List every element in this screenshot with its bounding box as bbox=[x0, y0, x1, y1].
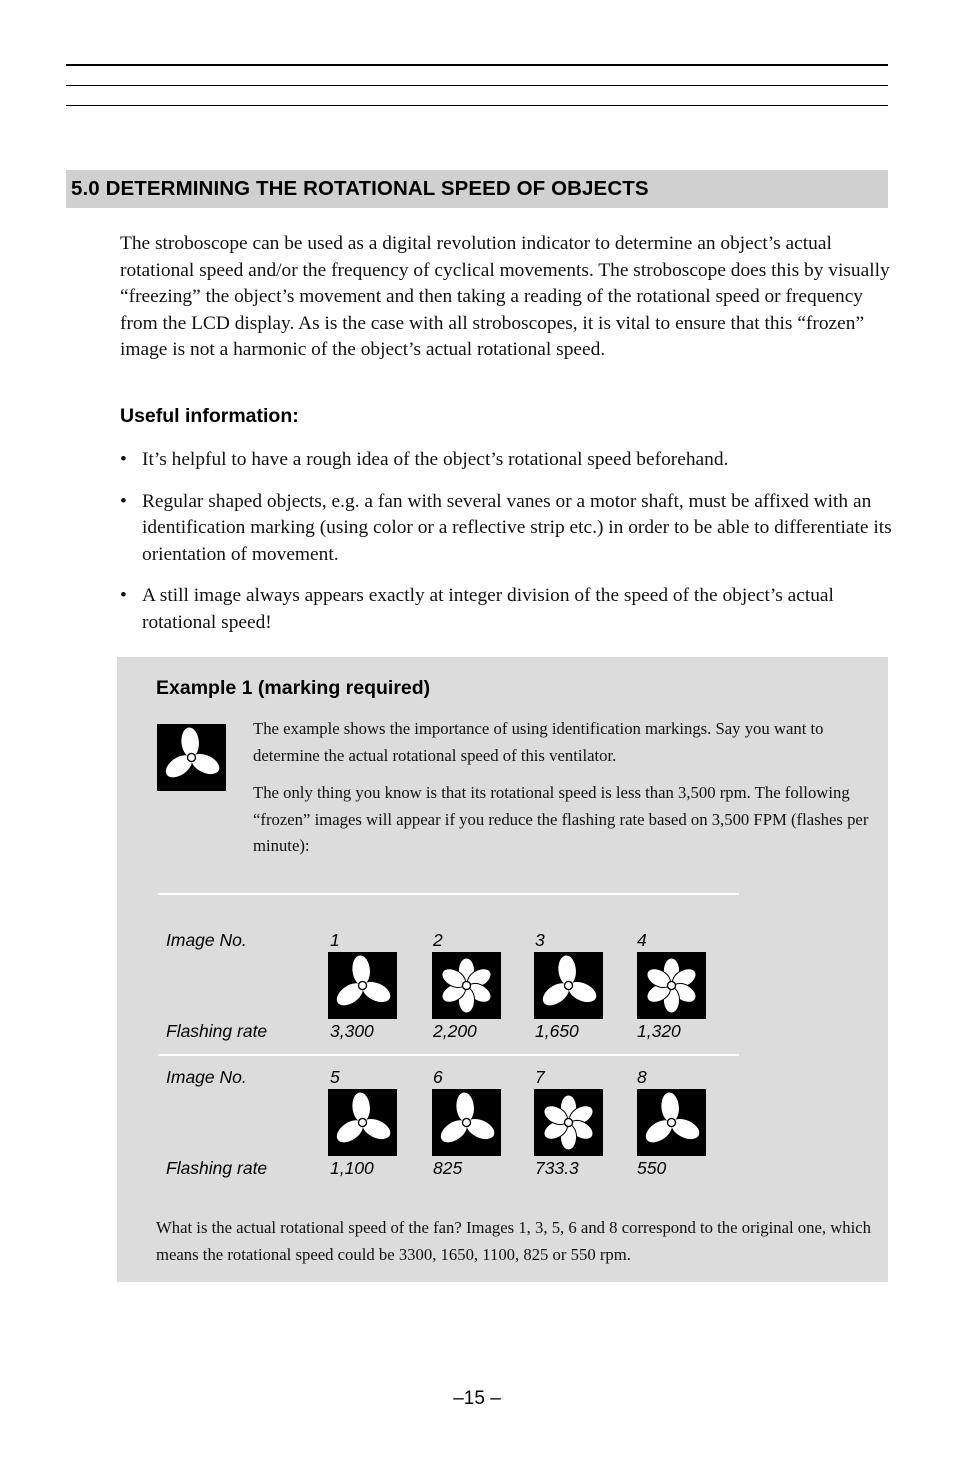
three-blade-fan-icon bbox=[637, 1089, 706, 1156]
three-blade-fan-icon bbox=[328, 1089, 397, 1156]
six-blade-fan-icon bbox=[432, 952, 501, 1019]
list-item bbox=[120, 489, 892, 569]
image-number: 7 bbox=[535, 1067, 545, 1087]
three-blade-fan-icon bbox=[328, 952, 397, 1019]
page-number: –15 – bbox=[453, 1388, 501, 1409]
list-item-text: It’s helpful to have a rough idea of the object’s rotational speed beforehand. bbox=[142, 449, 729, 470]
six-blade-fan-icon bbox=[534, 1089, 603, 1156]
flashing-rate-label: Flashing rate bbox=[166, 1021, 268, 1041]
three-blade-fan-icon bbox=[157, 724, 226, 791]
list-item-text: Regular shaped objects, e.g. a fan with several vanes or a motor shaft, must be affixed with an identification marking (using color or a reflective strip etc.) in order to be able to differentiate its orientation of movement. bbox=[142, 490, 892, 565]
flashing-rate-value: 550 bbox=[637, 1158, 667, 1178]
list-item-text: A still image always appears exactly at integer division of the speed of the object’s actual rotational speed! bbox=[142, 585, 834, 633]
flashing-rate-value: 1,320 bbox=[637, 1021, 681, 1041]
image-number: 3 bbox=[535, 930, 545, 950]
bullet-icon: • bbox=[120, 449, 127, 470]
header-rule-bottom bbox=[66, 105, 888, 106]
image-no-label: Image No. bbox=[166, 1067, 247, 1087]
bullet-icon: • bbox=[120, 585, 127, 606]
example-paragraph-2: The only thing you know is that its rotational speed is less than 3,500 rpm. The following “frozen” images will appear if you reduce the flashing rate based on 3,500 FPM (flashes per minute): bbox=[253, 783, 869, 855]
image-number: 2 bbox=[433, 930, 443, 950]
example-title: Example 1 (marking required) bbox=[156, 677, 431, 699]
useful-info-heading: Useful information: bbox=[120, 405, 299, 427]
flashing-rate-value: 825 bbox=[433, 1158, 463, 1178]
section-title: 5.0 DETERMINING THE ROTATIONAL SPEED OF OBJECTS bbox=[71, 177, 649, 200]
image-number: 5 bbox=[330, 1067, 340, 1087]
flashing-rate-label: Flashing rate bbox=[166, 1158, 268, 1178]
table-divider-top bbox=[158, 893, 739, 895]
flashing-rate-value: 3,300 bbox=[330, 1021, 374, 1041]
image-number: 1 bbox=[330, 930, 340, 950]
flashing-rate-value: 1,100 bbox=[330, 1158, 374, 1178]
useful-info-list bbox=[120, 447, 892, 651]
example-paragraph-1: The example shows the importance of using identification markings. Say you want to determine the actual rotational speed of this ventilator. bbox=[253, 719, 824, 765]
bullet-icon: • bbox=[120, 490, 127, 512]
intro-paragraph: The stroboscope can be used as a digital revolution indicator to determine an object’s actual rotational speed and/or the frequency of cyclical movements. The stroboscope does this by visually “freezing” the object’s movement and then taking a reading of the rotational speed or frequency from the LCD display. As is the case with all stroboscopes, it is vital to ensure that this “frozen” image is not a harmonic of the object’s actual rotational speed. bbox=[120, 233, 890, 360]
list-item bbox=[120, 447, 892, 474]
image-number: 8 bbox=[637, 1067, 647, 1087]
flashing-rate-value: 2,200 bbox=[433, 1021, 477, 1041]
six-blade-fan-icon bbox=[637, 952, 706, 1019]
header-rule-top bbox=[66, 64, 888, 66]
example-conclusion: What is the actual rotational speed of the fan? Images 1, 3, 5, 6 and 8 correspond to the original one, which means the rotational speed could be 3300, 1650, 1100, 825 or 550 rpm. bbox=[156, 1218, 872, 1264]
example-box bbox=[117, 657, 888, 1282]
image-number: 6 bbox=[433, 1067, 443, 1087]
table-divider-middle bbox=[158, 1054, 739, 1056]
header-rule-middle bbox=[66, 85, 888, 86]
three-blade-fan-icon bbox=[534, 952, 603, 1019]
list-item bbox=[120, 583, 892, 636]
three-blade-fan-icon bbox=[432, 1089, 501, 1156]
image-no-label: Image No. bbox=[166, 930, 247, 950]
flashing-rate-value: 1,650 bbox=[535, 1021, 579, 1041]
flashing-rate-value: 733.3 bbox=[535, 1158, 579, 1178]
image-number: 4 bbox=[637, 930, 647, 950]
section-heading-bar bbox=[66, 170, 888, 208]
